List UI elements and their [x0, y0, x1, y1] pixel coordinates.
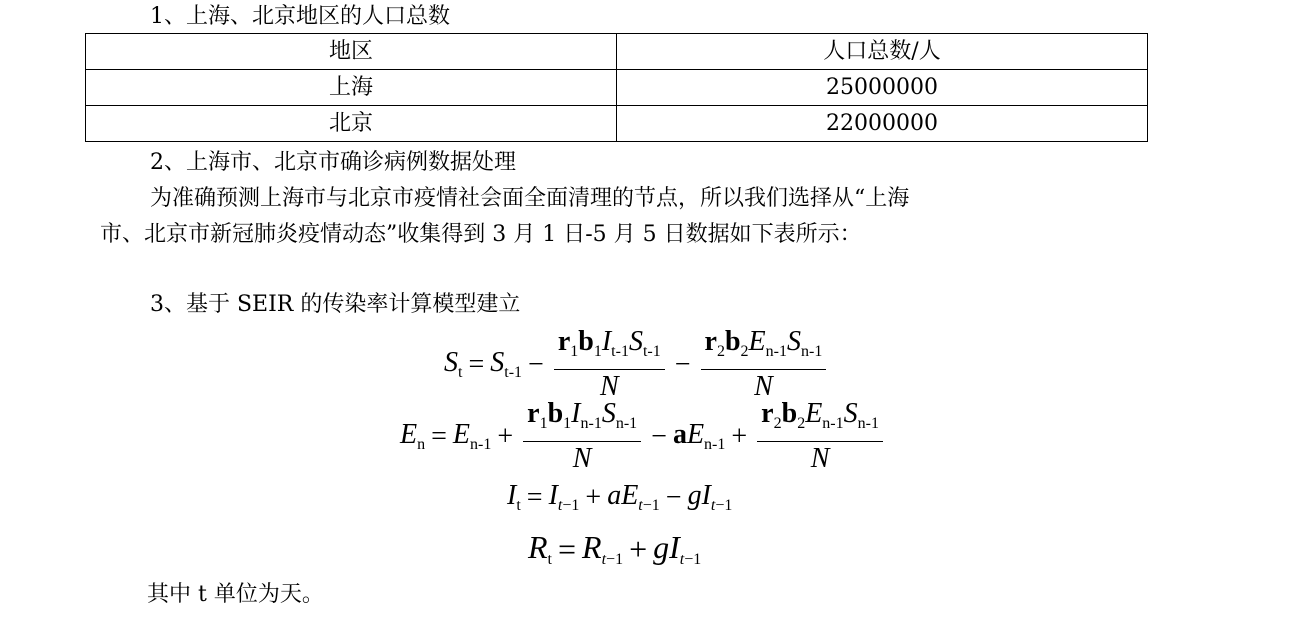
table-cell-population: 25000000	[617, 70, 1148, 106]
cases-paragraph-line1: 为准确预测上海市与北京市疫情社会面全面清理的节点，所以我们选择从“上海	[150, 186, 910, 211]
table-row	[86, 70, 1148, 106]
equation-i: $I_t$ = $I_{t-1}$ + $aE_{t-1}$ − $gI_{t-1}$	[507, 480, 733, 514]
cases-paragraph-line2: 市、北京市新冠肺炎疫情动态”收集得到 3 月 1 日-5 月 5 日数据如下表所示：	[100, 222, 862, 247]
table-header-cell: 地区	[86, 34, 617, 70]
table-cell-population: 22000000	[617, 106, 1148, 142]
table-header-cell: 人口总数/人	[617, 34, 1148, 70]
equation-s: $S_t$ = $S_{t-1}$ − $\frac{r_1b_1I_{t-1}S_{t-1}}{N}$ − $\frac{r_2b_2E_{n-1}S_{n-1}}{N}$	[444, 326, 830, 403]
population-heading: 1、上海、北京地区的人口总数	[150, 4, 450, 29]
table-header-row	[86, 34, 1148, 70]
equation-r: $R_t$ = $R_{t-1}$ + $gI_{t-1}$	[528, 529, 702, 568]
table-cell-region: 北京	[86, 106, 617, 142]
model-heading: 3、基于 SEIR 的传染率计算模型建立	[150, 292, 521, 317]
table-cell-region: 上海	[86, 70, 617, 106]
cases-heading: 2、上海市、北京市确诊病例数据处理	[150, 150, 516, 175]
unit-note: 其中 t 单位为天。	[147, 582, 324, 607]
population-table	[85, 33, 1148, 142]
table-row	[86, 106, 1148, 142]
equation-e: $E_n$ = $E_{n-1}$ + $\frac{r_1b_1I_{n-1}S_{n-1}}{N}$ − $aE_{n-1}$ + $\frac{r_2b_2E_{n-1}S_{n-1}}{N}$	[400, 398, 887, 475]
